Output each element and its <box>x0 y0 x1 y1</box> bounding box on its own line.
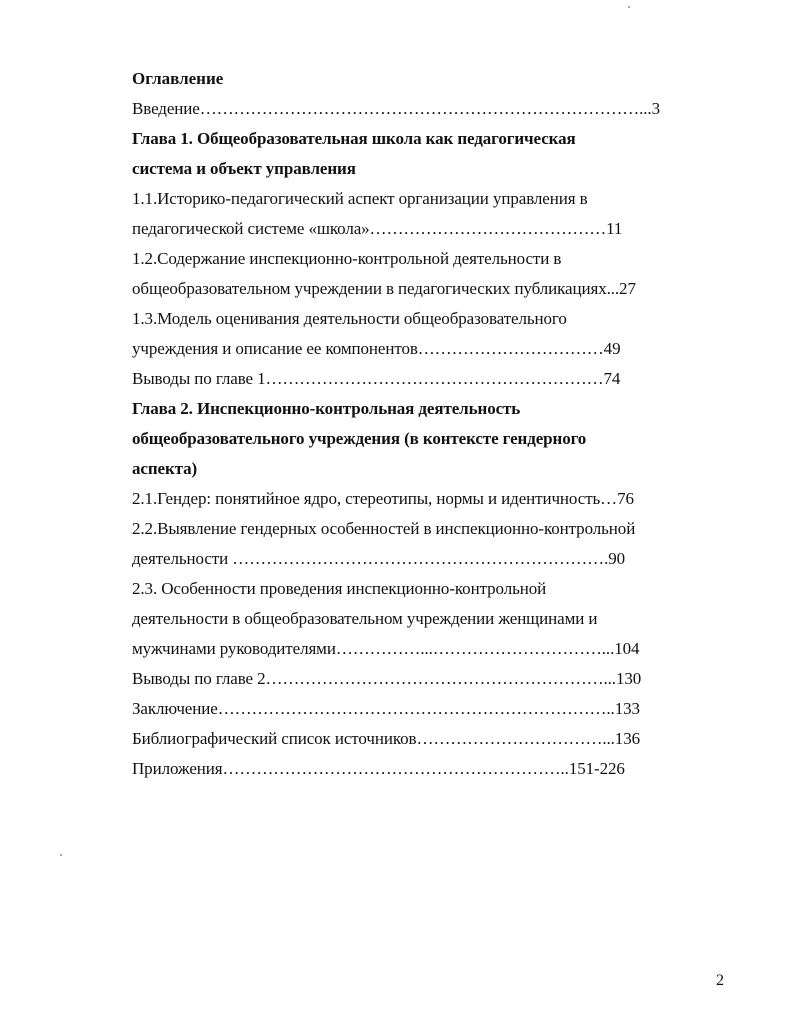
toc-entry-1-3: 1.3.Модель оценивания деятельности общеобразовательного <box>132 309 567 328</box>
scan-speck <box>60 854 62 856</box>
toc-entry-2-2-cont: деятельности ………………………………………………………….90 <box>132 549 626 568</box>
toc-entry-conclusions-2: Выводы по главе 2……………………………………………………...130 <box>132 669 642 688</box>
table-of-contents <box>132 64 672 784</box>
toc-entry-1-2: 1.2.Содержание инспекционно-контрольной деятельности в <box>132 249 562 268</box>
toc-entry-2-3-cont: деятельности в общеобразовательном учреждении женщинами и <box>132 609 598 628</box>
toc-entry-2-3-end: мужчинами руководителями……………...…………………………...104 <box>132 639 640 658</box>
toc-entry-2-1: 2.1.Гендер: понятийное ядро, стереотипы, нормы и идентичность…76 <box>132 489 634 508</box>
toc-entry-1-2-cont: общеобразовательном учреждении в педагогических публикациях...27 <box>132 279 636 298</box>
toc-entry-2-2: 2.2.Выявление гендерных особенностей в инспекционно-контрольной <box>132 519 636 538</box>
toc-entry-introduction: Введение……………………………………………………………………...3 <box>132 99 660 118</box>
toc-entry-conclusion: Заключение……………………………………………………………..133 <box>132 699 640 718</box>
toc-chapter-1-title-cont: система и объект управления <box>132 159 356 178</box>
toc-chapter-2-title-cont: общеобразовательного учреждения (в контексте гендерного <box>132 429 587 448</box>
page-number: 2 <box>716 972 724 989</box>
toc-chapter-1-title: Глава 1. Общеобразовательная школа как педагогическая <box>132 129 576 148</box>
toc-entry-1-1: 1.1.Историко-педагогический аспект организации управления в <box>132 189 588 208</box>
toc-chapter-2-title: Глава 2. Инспекционно-контрольная деятельность <box>132 399 521 418</box>
toc-heading: Оглавление <box>132 69 224 88</box>
toc-entry-1-3-cont: учреждения и описание ее компонентов……………………………49 <box>132 339 621 358</box>
toc-entry-1-1-cont: педагогической системе «школа»……………………………………11 <box>132 219 623 238</box>
toc-entry-appendices: Приложения……………………………………………………..151-226 <box>132 759 625 778</box>
scan-speck <box>628 6 630 8</box>
toc-entry-conclusions-1: Выводы по главе 1……………………………………………………74 <box>132 369 621 388</box>
toc-chapter-2-title-end: аспекта) <box>132 459 198 478</box>
toc-entry-bibliography: Библиографический список источников……………………………...136 <box>132 729 640 748</box>
toc-entry-2-3: 2.3. Особенности проведения инспекционно-контрольной <box>132 579 547 598</box>
